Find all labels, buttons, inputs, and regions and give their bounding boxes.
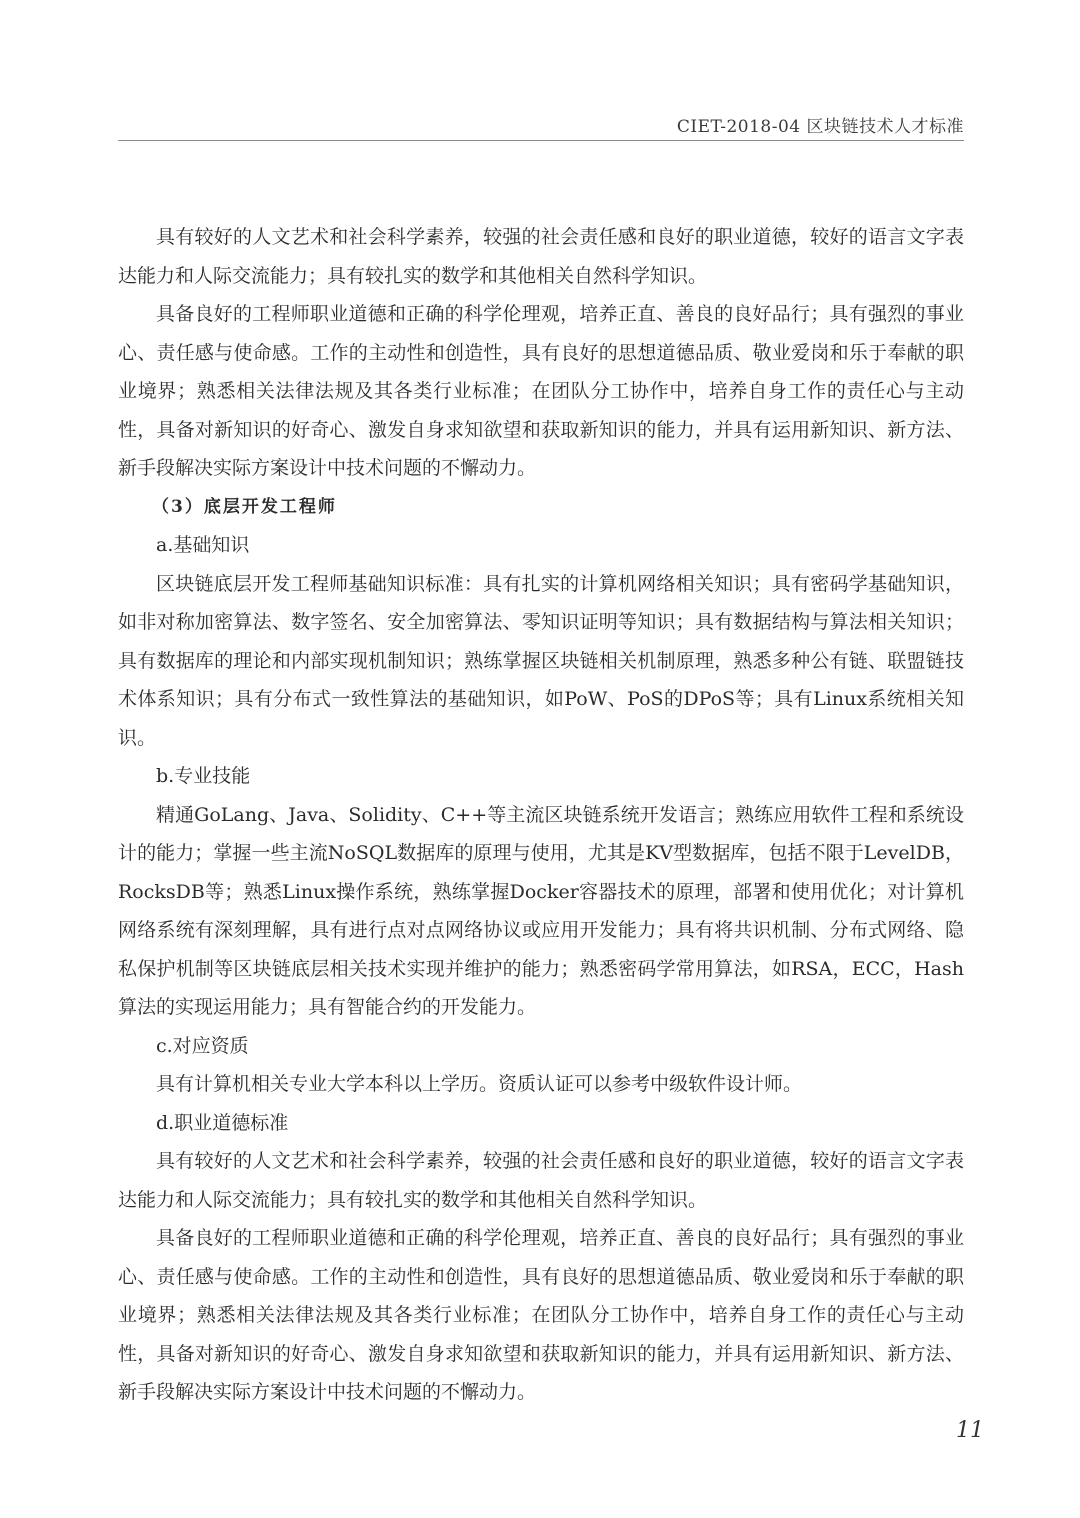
paragraph-literacy-2: 具有较好的人文艺术和社会科学素养，较强的社会责任感和良好的职业道德，较好的语言文字表达能力和人际交流能力；具有较扎实的数学和其他相关自然科学知识。 <box>118 1150 964 1211</box>
paragraph-ethics-1: 具备良好的工程师职业道德和正确的科学伦理观，培养正直、善良的良好品行；具有强烈的事业心、责任感与使命感。工作的主动性和创造性，具有良好的思想道德品质、敬业爱岗和乐于奉献的职业境界；熟悉相关法律法规及其各类行业标准；在团队分工协作中，培养自身工作的责任心与主动性，具备对新知识的好奇心、激发自身求知欲望和获取新知识的能力，并具有运用新知识、新方法、新手段解决实际方案设计中技术问题的不懈动力。 <box>118 303 964 479</box>
page-number: 11 <box>956 1418 984 1443</box>
subheading-basic-knowledge: a.基础知识 <box>156 534 250 556</box>
paragraph-literacy-1: 具有较好的人文艺术和社会科学素养，较强的社会责任感和良好的职业道德，较好的语言文字表达能力和人际交流能力；具有较扎实的数学和其他相关自然科学知识。 <box>118 226 964 287</box>
paragraph-professional-skills: 精通GoLang、Java、Solidity、C++等主流区块链系统开发语言；熟练应用软件工程和系统设计的能力；掌握一些主流NoSQL数据库的原理与使用，尤其是KV型数据库，包括不限于LevelDB，RocksDB等；熟悉Linux操作系统，熟练掌握Docker容器技术的原理，部署和使用优化；对计算机网络系统有深刻理解，具有进行点对点网络协议或应用开发能力；具有将共识机制、分布式网络、隐私保护机制等区块链底层相关技术实现并维护的能力；熟悉密码学常用算法，如RSA，ECC，Hash算法的实现运用能力；具有智能合约的开发能力。 <box>118 803 964 1018</box>
subheading-qualification: c.对应资质 <box>156 1034 249 1057</box>
subheading-ethics-standard: d.职业道德标准 <box>156 1111 289 1134</box>
paragraph-ethics-2: 具备良好的工程师职业道德和正确的科学伦理观，培养正直、善良的良好品行；具有强烈的事业心、责任感与使命感。工作的主动性和创造性，具有良好的思想道德品质、敬业爱岗和乐于奉献的职业境界；熟悉相关法律法规及其各类行业标准；在团队分工协作中，培养自身工作的责任心与主动性，具备对新知识的好奇心、激发自身求知欲望和获取新知识的能力，并具有运用新知识、新方法、新手段解决实际方案设计中技术问题的不懈动力。 <box>118 1227 964 1403</box>
body-text <box>118 218 964 1412</box>
subheading-professional-skills: b.专业技能 <box>156 765 251 787</box>
section-heading-underlying-engineer: （3）底层开发工程师 <box>152 496 337 517</box>
paragraph-qualification: 具有计算机相关专业大学本科以上学历。资质认证可以参考中级软件设计师。 <box>156 1073 803 1095</box>
header-divider <box>118 140 964 141</box>
running-header: CIET-2018-04 区块链技术人才标准 <box>676 117 964 137</box>
paragraph-basic-knowledge: 区块链底层开发工程师基础知识标准：具有扎实的计算机网络相关知识；具有密码学基础知识，如非对称加密算法、数字签名、安全加密算法、零知识证明等知识；具有数据结构与算法相关知识；具有数据库的理论和内部实现机制知识；熟练掌握区块链相关机制原理，熟悉多种公有链、联盟链技术体系知识；具有分布式一致性算法的基础知识，如PoW、PoS的DPoS等；具有Linux系统相关知识。 <box>118 572 964 749</box>
